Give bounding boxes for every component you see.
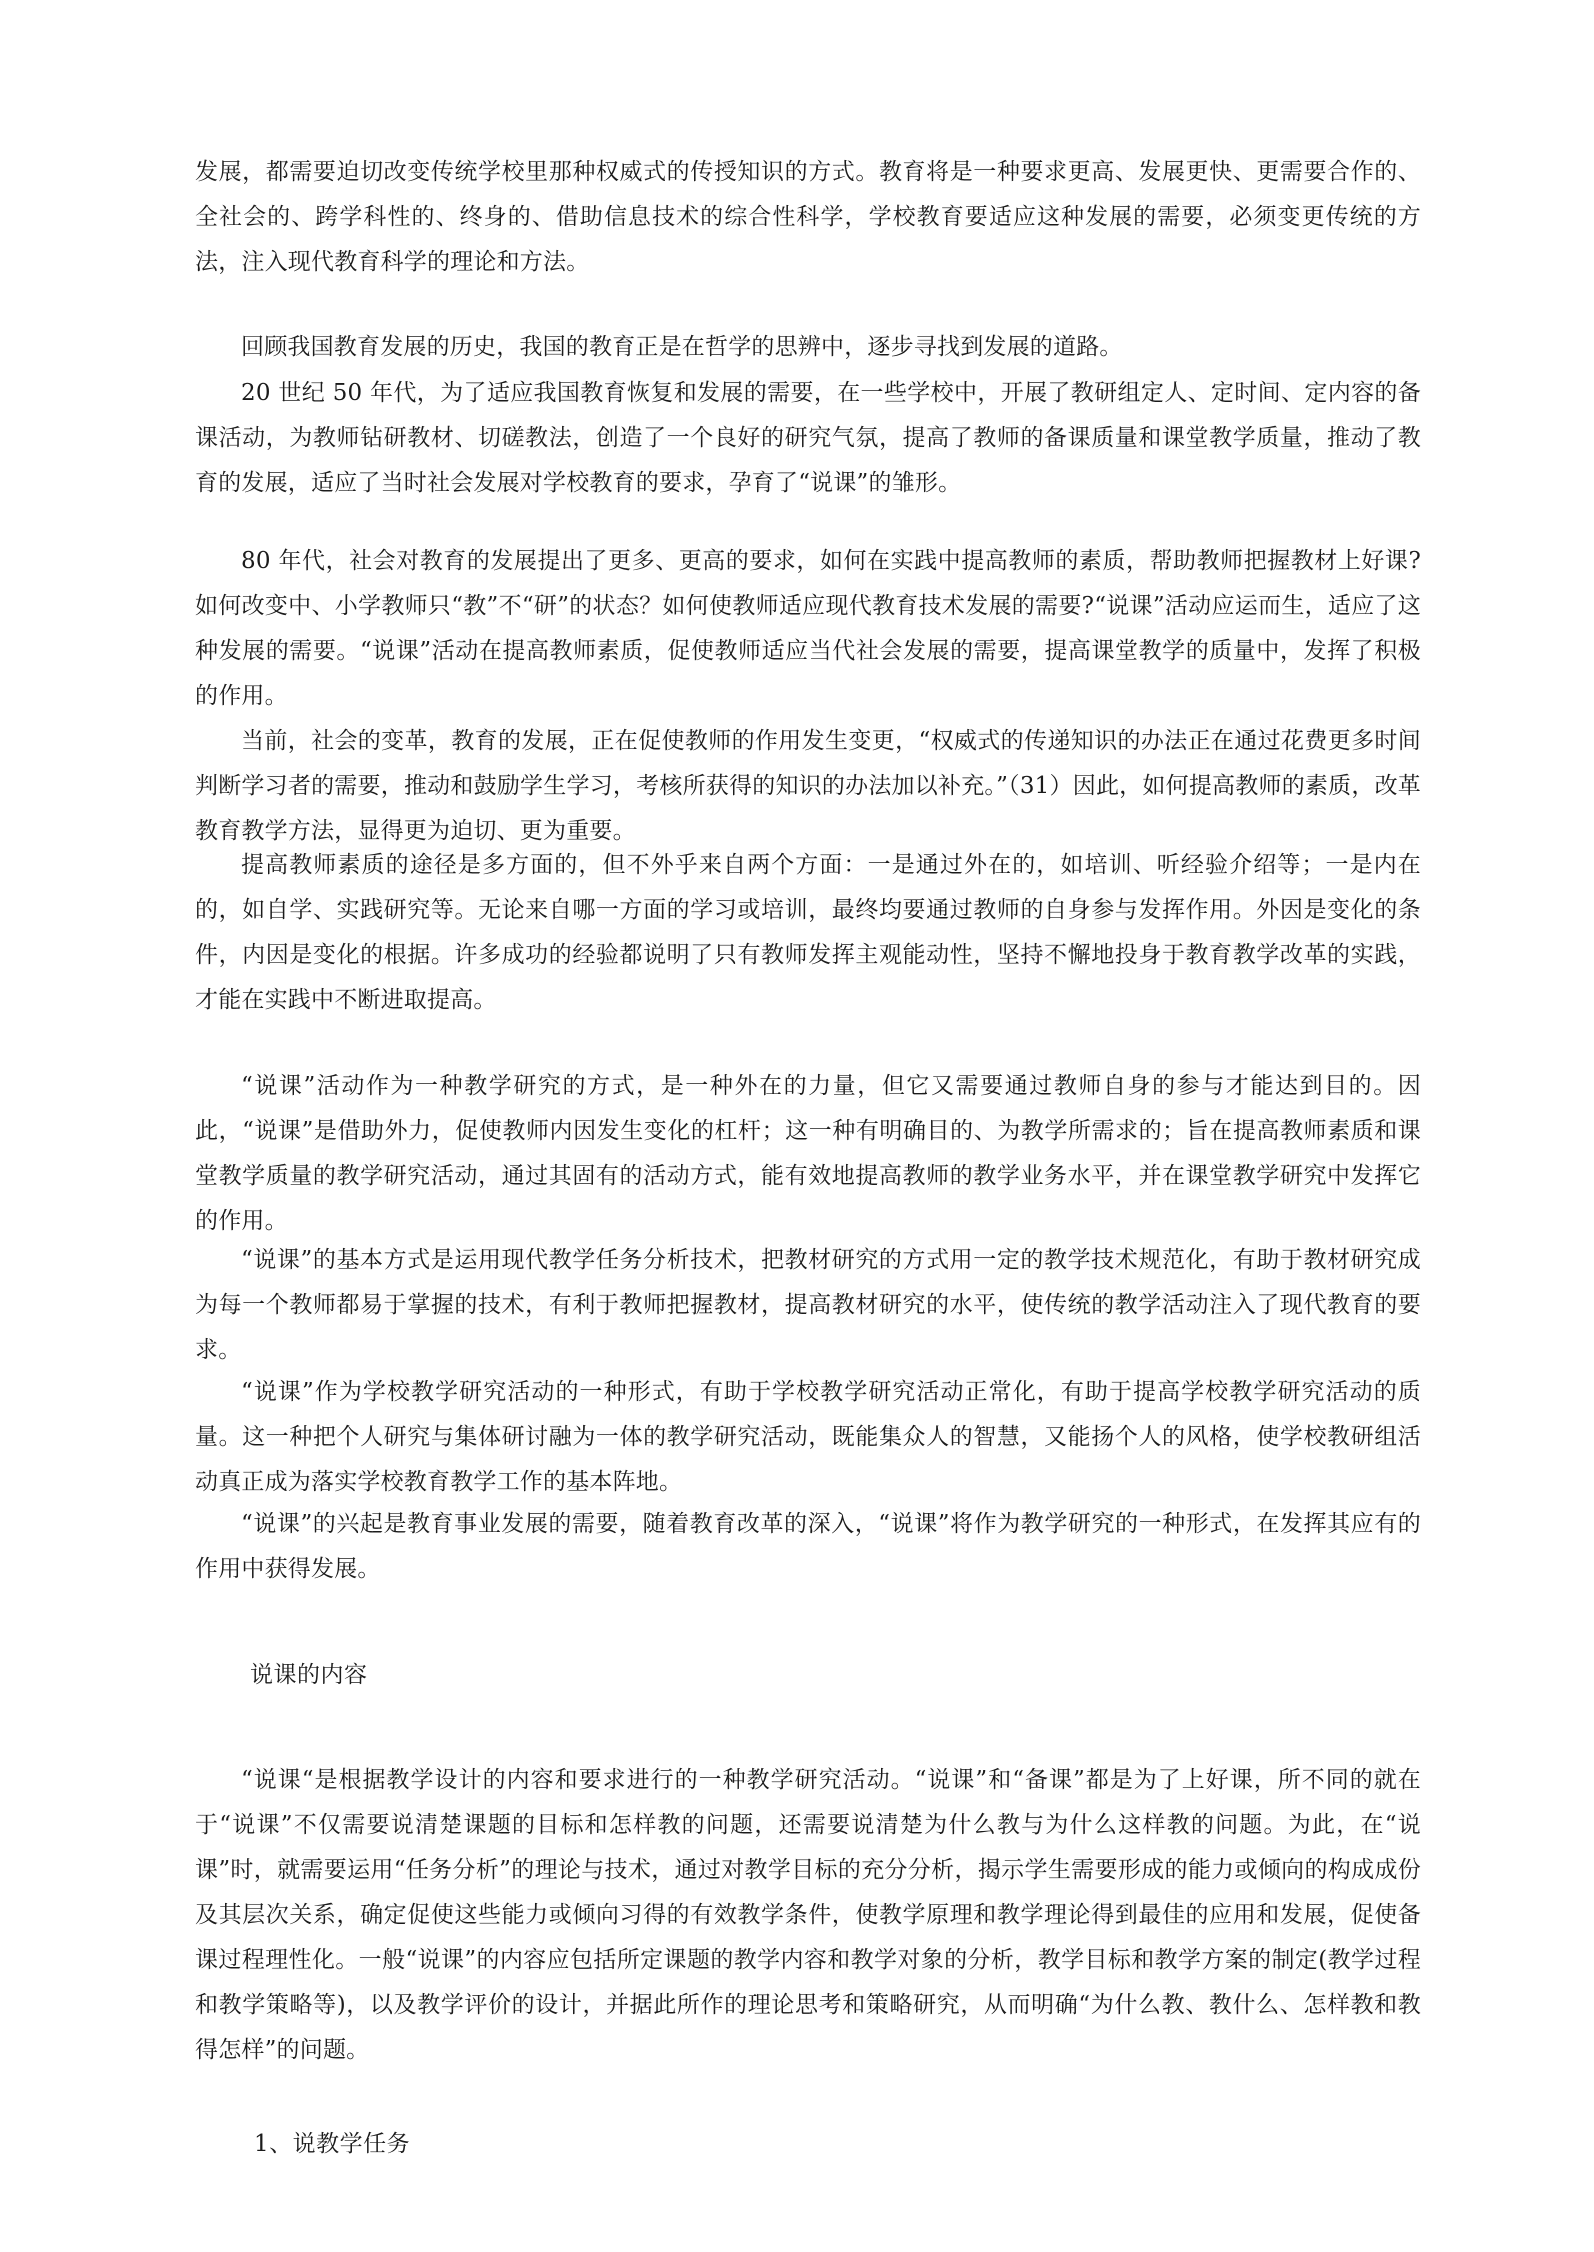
- paragraph-3: 20 世纪 50 年代，为了适应我国教育恢复和发展的需要，在一些学校中，开展了教研组定人、定时间、定内容的备课活动，为教师钻研教材、切磋教法，创造了一个良好的研究气氛，提高了教师的备课质量和课堂教学质量，推动了教育的发展，适应了当时社会发展对学校教育的要求，孕育了“说课”的雏形。: [195, 380, 1421, 496]
- paragraph-4: 80 年代，社会对教育的发展提出了更多、更高的要求，如何在实践中提高教师的素质，帮助教师把握教材上好课?如何改变中、小学教师只“教”不“研”的状态？如何使教师适应现代教育技术发展的需要?“说课”活动应运而生，适应了这种发展的需要。“说课”活动在提高教师素质，促使教师适应当代社会发展的需要，提高课堂教学的质量中，发挥了积极的作用。: [195, 548, 1421, 709]
- paragraph-6: 提高教师素质的途径是多方面的，但不外乎来自两个方面：一是通过外在的，如培训、听经验介绍等；一是内在的，如自学、实践研究等。无论来自哪一方面的学习或培训，最终均要通过教师的自身参与发挥作用。外因是变化的条件，内因是变化的根据。许多成功的经验都说明了只有教师发挥主观能动性，坚持不懈地投身于教育教学改革的实践，才能在实践中不断进取提高。: [195, 852, 1421, 1013]
- subsection-heading: 1、说教学任务: [254, 2131, 411, 2157]
- paragraph-2: 回顾我国教育发展的历史，我国的教育正是在哲学的思辨中，逐步寻找到发展的道路。: [241, 334, 1123, 360]
- paragraph-7: “说课”活动作为一种教学研究的方式，是一种外在的力量，但它又需要通过教师自身的参与才能达到目的。因此，“说课”是借助外力，促使教师内因发生变化的杠杆；这一种有明确目的、为教学所需求的；旨在提高教师素质和课堂教学质量的教学研究活动，通过其固有的活动方式，能有效地提高教师的教学业务水平，并在课堂教学研究中发挥它的作用。: [195, 1073, 1421, 1234]
- paragraph-9: “说课”作为学校教学研究活动的一种形式，有助于学校教学研究活动正常化，有助于提高学校教学研究活动的质量。这一种把个人研究与集体研讨融为一体的教学研究活动，既能集众人的智慧，又能扬个人的风格，使学校教研组活动真正成为落实学校教育教学工作的基本阵地。: [195, 1379, 1421, 1495]
- paragraph-8: “说课”的基本方式是运用现代教学任务分析技术，把教材研究的方式用一定的教学技术规范化，有助于教材研究成为每一个教师都易于掌握的技术，有利于教师把握教材，提高教材研究的水平，使传统的教学活动注入了现代教育的要求。: [195, 1247, 1421, 1363]
- paragraph-11: “说课“是根据教学设计的内容和要求进行的一种教学研究活动。“说课”和“备课”都是为了上好课，所不同的就在于“说课”不仅需要说清楚课题的目标和怎样教的问题，还需要说清楚为什么教与为什么这样教的问题。为此，在“说课”时，就需要运用“任务分析”的理论与技术，通过对教学目标的充分分析，揭示学生需要形成的能力或倾向的构成成份及其层次关系，确定促使这些能力或倾向习得的有效教学条件，使教学原理和教学理论得到最佳的应用和发展，促使备课过程理性化。一般“说课”的内容应包括所定课题的教学内容和教学对象的分析，教学目标和教学方案的制定(教学过程和教学策略等)，以及教学评价的设计，并据此所作的理论思考和策略研究，从而明确“为什么教、教什么、怎样教和教得怎样”的问题。: [195, 1767, 1421, 2063]
- paragraph-10: “说课”的兴起是教育事业发展的需要，随着教育改革的深入，“说课”将作为教学研究的一种形式，在发挥其应有的作用中获得发展。: [195, 1511, 1421, 1582]
- paragraph-5: 当前，社会的变革，教育的发展，正在促使教师的作用发生变更，“权威式的传递知识的办法正在通过花费更多时间判断学习者的需要，推动和鼓励学生学习，考核所获得的知识的办法加以补充。”（31）因此，如何提高教师的素质，改革教育教学方法，显得更为迫切、更为重要。: [195, 728, 1421, 844]
- section-heading: 说课的内容: [250, 1662, 368, 1688]
- paragraph-1: 发展，都需要迫切改变传统学校里那种权威式的传授知识的方式。教育将是一种要求更高、发展更快、更需要合作的、全社会的、跨学科性的、终身的、借助信息技术的综合性科学，学校教育要适应这种发展的需要，必须变更传统的方法，注入现代教育科学的理论和方法。: [195, 159, 1421, 275]
